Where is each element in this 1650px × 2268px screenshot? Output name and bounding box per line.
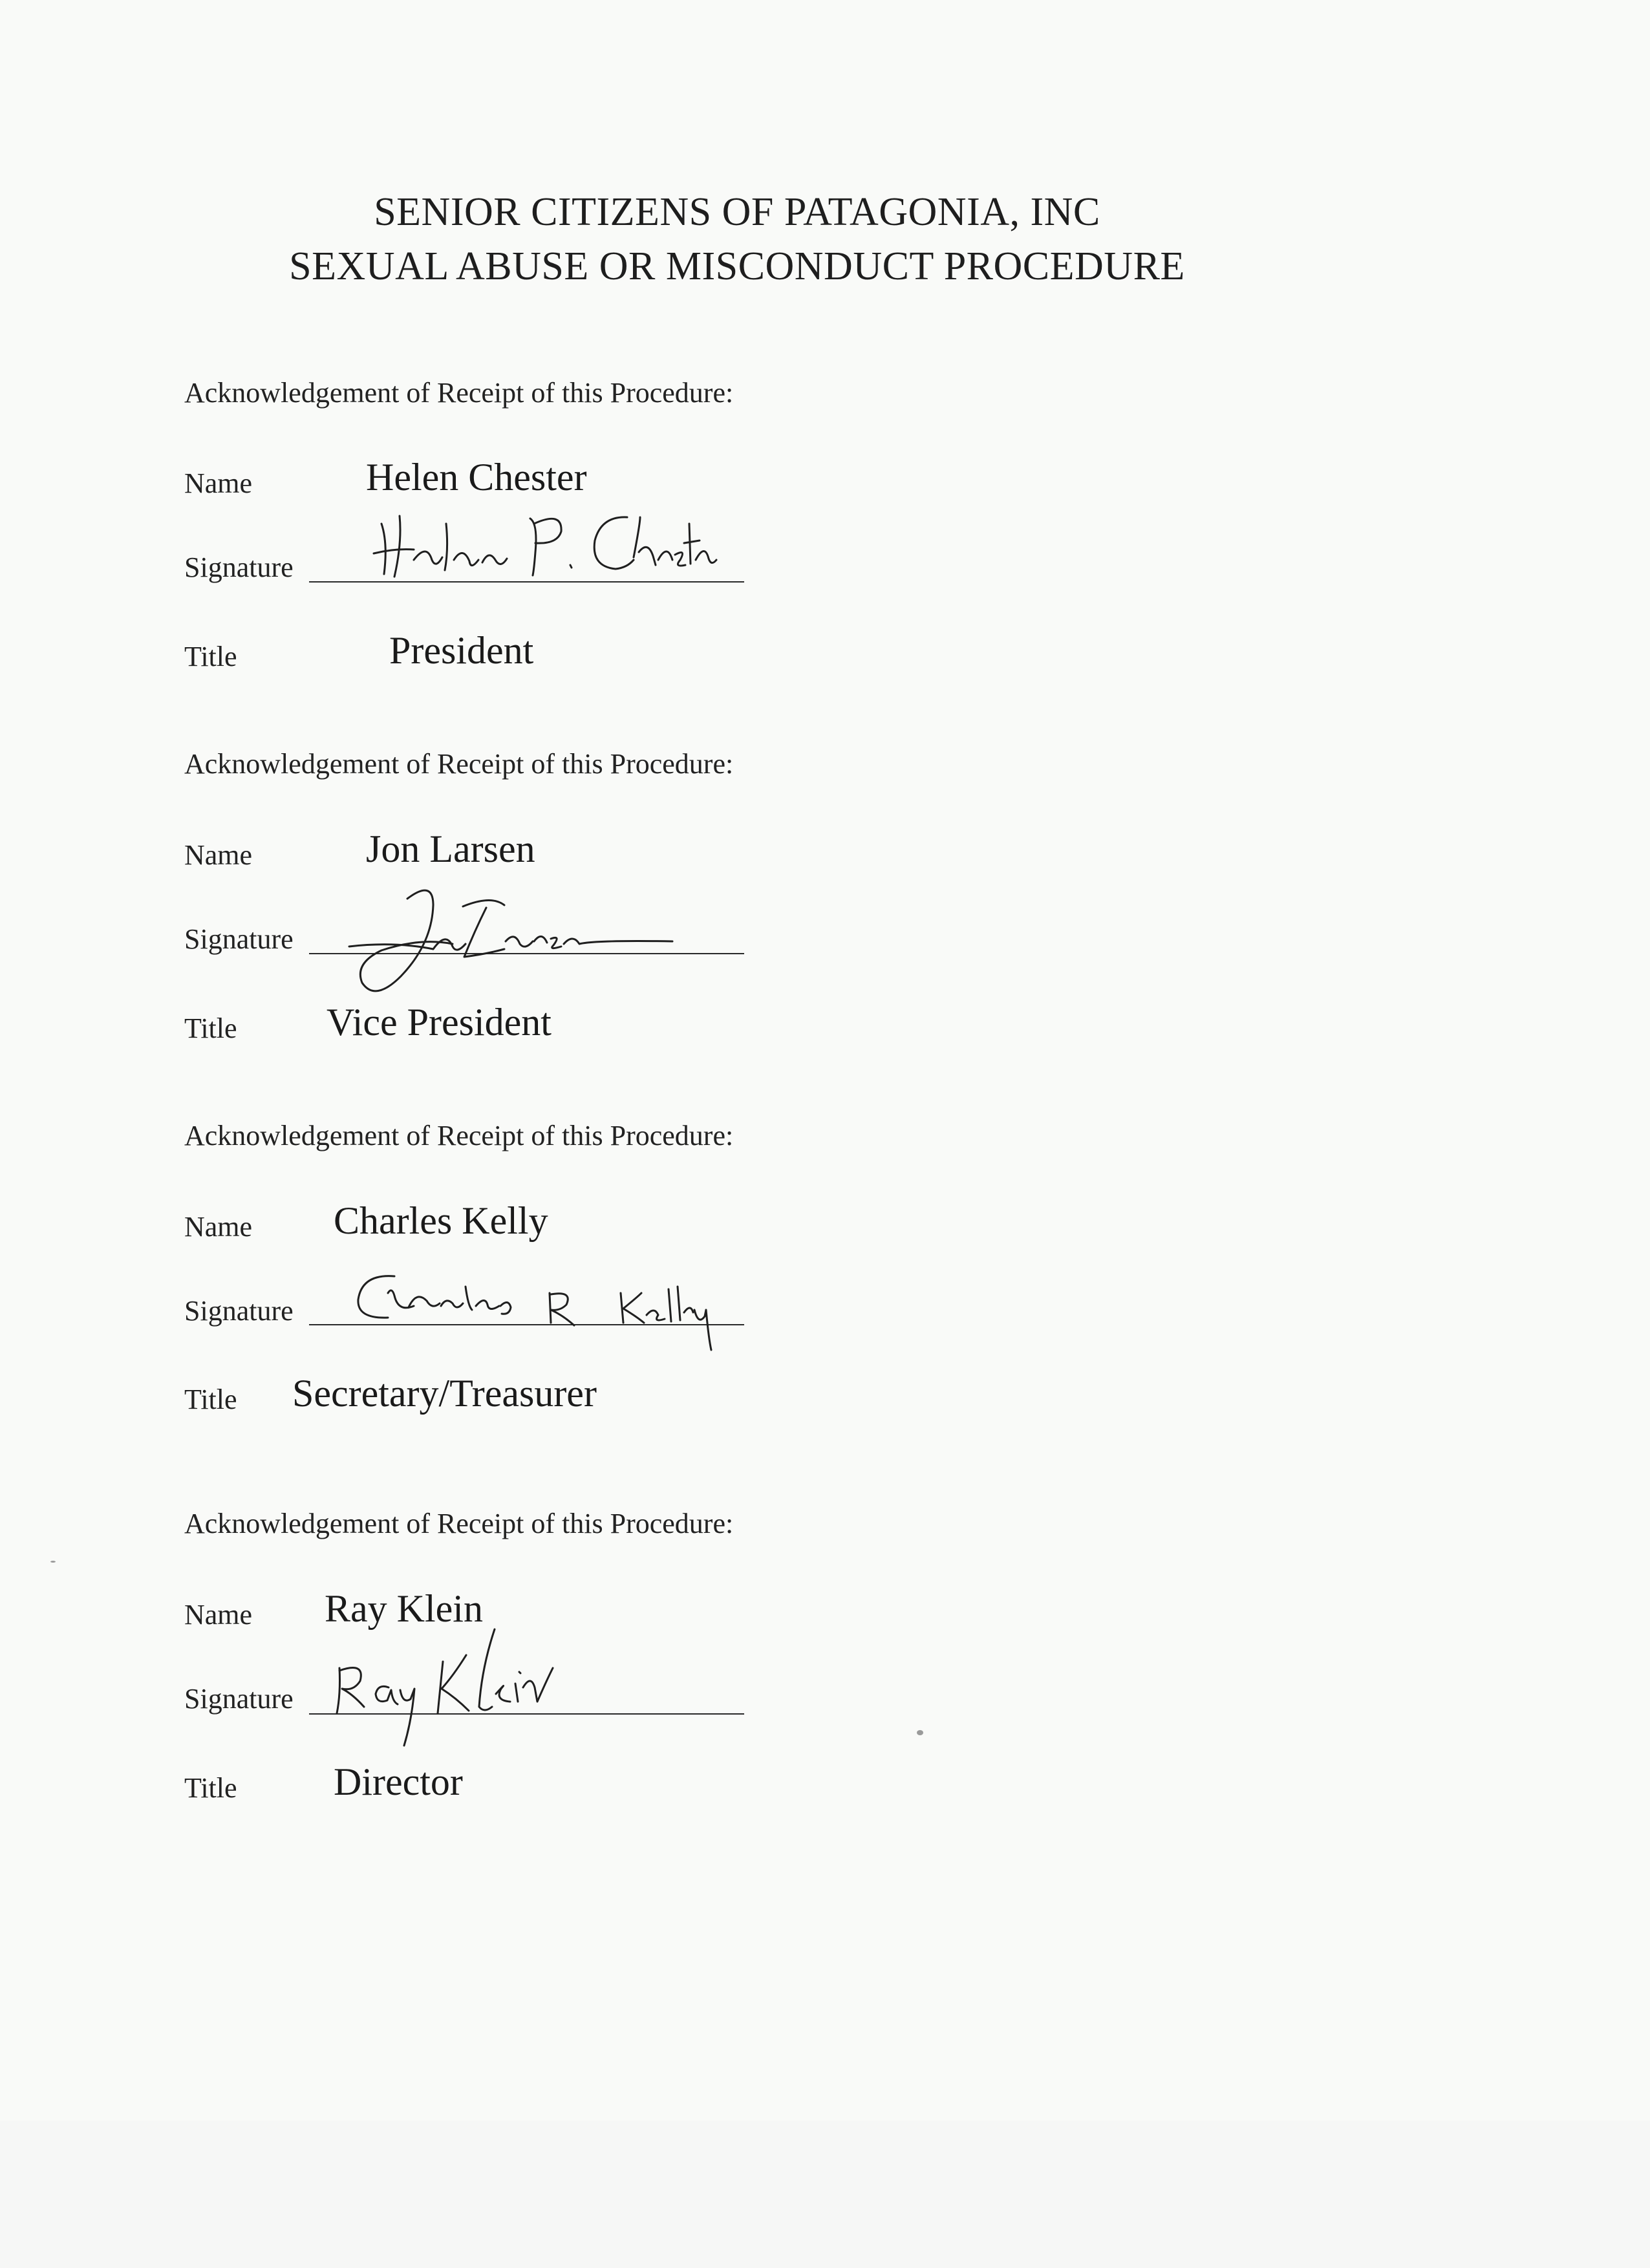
- title-label: Title: [184, 1772, 237, 1804]
- name-label: Name: [184, 1211, 253, 1243]
- signature-label: Signature: [184, 551, 294, 583]
- title-label: Title: [184, 1012, 237, 1044]
- document-title-line-2: SEXUAL ABUSE OR MISCONDUCT PROCEDURE: [289, 244, 1185, 288]
- scan-speck: [50, 1561, 56, 1563]
- scan-speck: [917, 1730, 923, 1735]
- name-value: Charles Kelly: [334, 1199, 548, 1242]
- name-value: Ray Klein: [325, 1587, 483, 1630]
- title-label: Title: [184, 641, 237, 672]
- scan-margin: [0, 2121, 1650, 2268]
- signature-label: Signature: [184, 923, 294, 955]
- signature-label: Signature: [184, 1683, 294, 1715]
- document-title-line-1: SENIOR CITIZENS OF PATAGONIA, INC: [374, 190, 1100, 234]
- acknowledgement-heading: Acknowledgement of Receipt of this Procedure:: [184, 748, 734, 780]
- name-value: Jon Larsen: [366, 828, 535, 870]
- signature-jon-larsen: [336, 879, 685, 1009]
- acknowledgement-heading: Acknowledgement of Receipt of this Procedure:: [184, 1120, 734, 1151]
- name-value: Helen Chester: [366, 456, 587, 498]
- title-value: Vice President: [327, 1001, 552, 1043]
- name-label: Name: [184, 1599, 253, 1631]
- name-label: Name: [184, 467, 253, 499]
- signature-helen-chester: [369, 498, 718, 588]
- acknowledgement-heading: Acknowledgement of Receipt of this Procedure:: [184, 377, 734, 409]
- name-label: Name: [184, 839, 253, 871]
- signature-charles-kelly: [349, 1267, 763, 1358]
- title-value: Director: [334, 1760, 463, 1803]
- acknowledgement-heading: Acknowledgement of Receipt of this Procedure:: [184, 1508, 734, 1539]
- signature-label: Signature: [184, 1295, 294, 1327]
- title-value: Secretary/Treasurer: [292, 1372, 597, 1415]
- signature-ray-klein: [327, 1616, 650, 1752]
- title-value: President: [389, 629, 534, 672]
- title-label: Title: [184, 1384, 237, 1415]
